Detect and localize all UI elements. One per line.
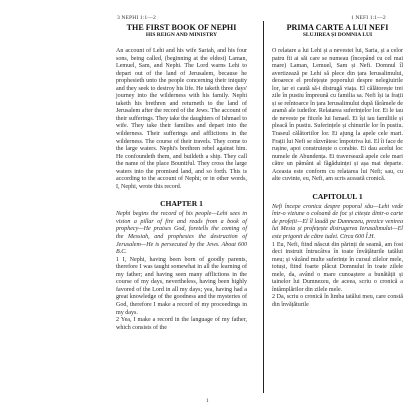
page-number: 1 [206,398,209,404]
book-subtitle-romanian: SLUJIREA ȘI DOMNIA LUI [302,32,373,38]
romanian-column [272,23,403,310]
chapter-summary-romanian: Nefi începe cronica despre poporul său—Lehi vede într-o viziune o coloană de foc și citește dintr-o carte de profeții—El îl laudă pe Dumnezeu, prezice venirea lui Mesia și profețește distrugerea Ierusalimului—El este prigonit de către iudei. Circa 600 Î.H. [272,203,403,241]
chapter-heading-english: CHAPTER 1 [160,199,203,209]
book-intro-romanian: O relatare a lui Lehi și a nevestei lui, Saria, și a celor patru fii ai săi care se numeau (începând cu cel mai mare) Laman, Lemuel, Sam și Nefi. Domnul îl avertizează pe Lehi să plece din țara Ierusalimului, deoarece el profețește poporului despre nelegiuirile lor, iar ei caută să-i distrugă viața. El călătorește trei zile în pustiu împreună cu familia sa. Nefi își ia frații și se reîntoarce în țara Ierusalimului după fărâmele de aramă ale iudeilor. Relatarea suferințelor lor. Ei le iau de neveste pe fiicele lui Ismael. Ei își iau familiile și pleacă în pustiu. Suferințele și chinurile lor în pustiu. Traseul călătoriilor lor. Ei ajung la apele cele mari. Frații lui Nefi se răzvrătesc împotriva lui. El îi face de rușine, apoi construiește o corabie. Ei dau acelui loc numele de Abundența. Ei traversează apele cele mari către un pământ al făgăduinței și așa mai departe. Aceasta este conform cu relatarea lui Nefi; sau, cu alte cuvinte, eu, Nefi, am scris această cronică. [272,48,403,183]
verse-2-english: 2 Yea, I make a record in the language of my father, which consists of the [116,317,247,331]
chapter-heading-romanian: CAPITOLUL 1 [312,191,363,201]
book-intro-english: An account of Lehi and his wife Sariah, and his four sons, being called, (beginning at the eldest) Laman, Lemuel, Sam, and Nephi. The Lord warns Lehi to depart out of the land of Jerusalem, because he prophesieth unto the people concerning their iniquity and they seek to destroy his life. He taketh three days' journey into the wilderness with his family. Nephi taketh his brethren and returneth to the land of Jerusalem after the record of the Jews. The account of their sufferings. They take the daughters of Ishmael to wife. They take their families and depart into the wilderness. Their sufferings and afflictions in the wilderness. The course of their travels. They come to the large waters. Nephi's brethren rebel against him. He confoundeth them, and buildeth a ship. They call the name of the place Bountiful. They cross the large waters into the promised land, and so forth. This is according to the account of Nephi; or in other words, I, Nephi, wrote this record. [116,48,247,190]
book-subtitle-english: HIS REIGN AND MINISTRY [145,32,218,38]
chapter-summary-english: Nephi begins the record of his people—Lehi sees in vision a pillar of fire and reads from a book of prophecy—He praises God, foretells the coming of the Messiah, and prophesies the destruction of Jerusalem—He is persecuted by the Jews. About 600 B.C. [116,211,247,256]
column-divider [263,21,264,393]
book-title-english: THE FIRST BOOK OF NEPHI [126,23,237,32]
verse-2-romanian: 2 Da, scriu o cronică în limba tatălui meu, care constă din învățăturile [272,294,403,308]
english-column [116,23,247,332]
book-title-romanian: PRIMA CARTE A LUI NEFI [286,23,389,32]
running-header-right: 1 NEFI 1:1—2 [351,15,386,21]
running-header-left: 3 NEPHI 1:1—2 [117,15,156,21]
verse-1-romanian: 1 Eu, Nefi, fiind născut din părinți de seamă, am fost deci instruit întrucâtva în toate învățăturile tatălui meu; și văzând multe suferințe în cursul zilelor mele, totuși, fiind foarte plăcut Domnului în toate zilele mele, da, având o mare cunoaștere a bunătății și tainelor lui Dumnezeu, de aceea, scriu o cronică a întâmplărilor din zilele mele. [272,241,403,293]
verse-1-english: 1 I, Nephi, having been born of goodly parents, therefore I was taught somewhat in all the learning of my father; and having seen many afflictions in the course of my days, nevertheless, having been highly favored of the Lord in all my days; yea, having had a great knowledge of the goodness and the mysteries of God, therefore I make a record of my proceedings in my days. [116,256,247,316]
